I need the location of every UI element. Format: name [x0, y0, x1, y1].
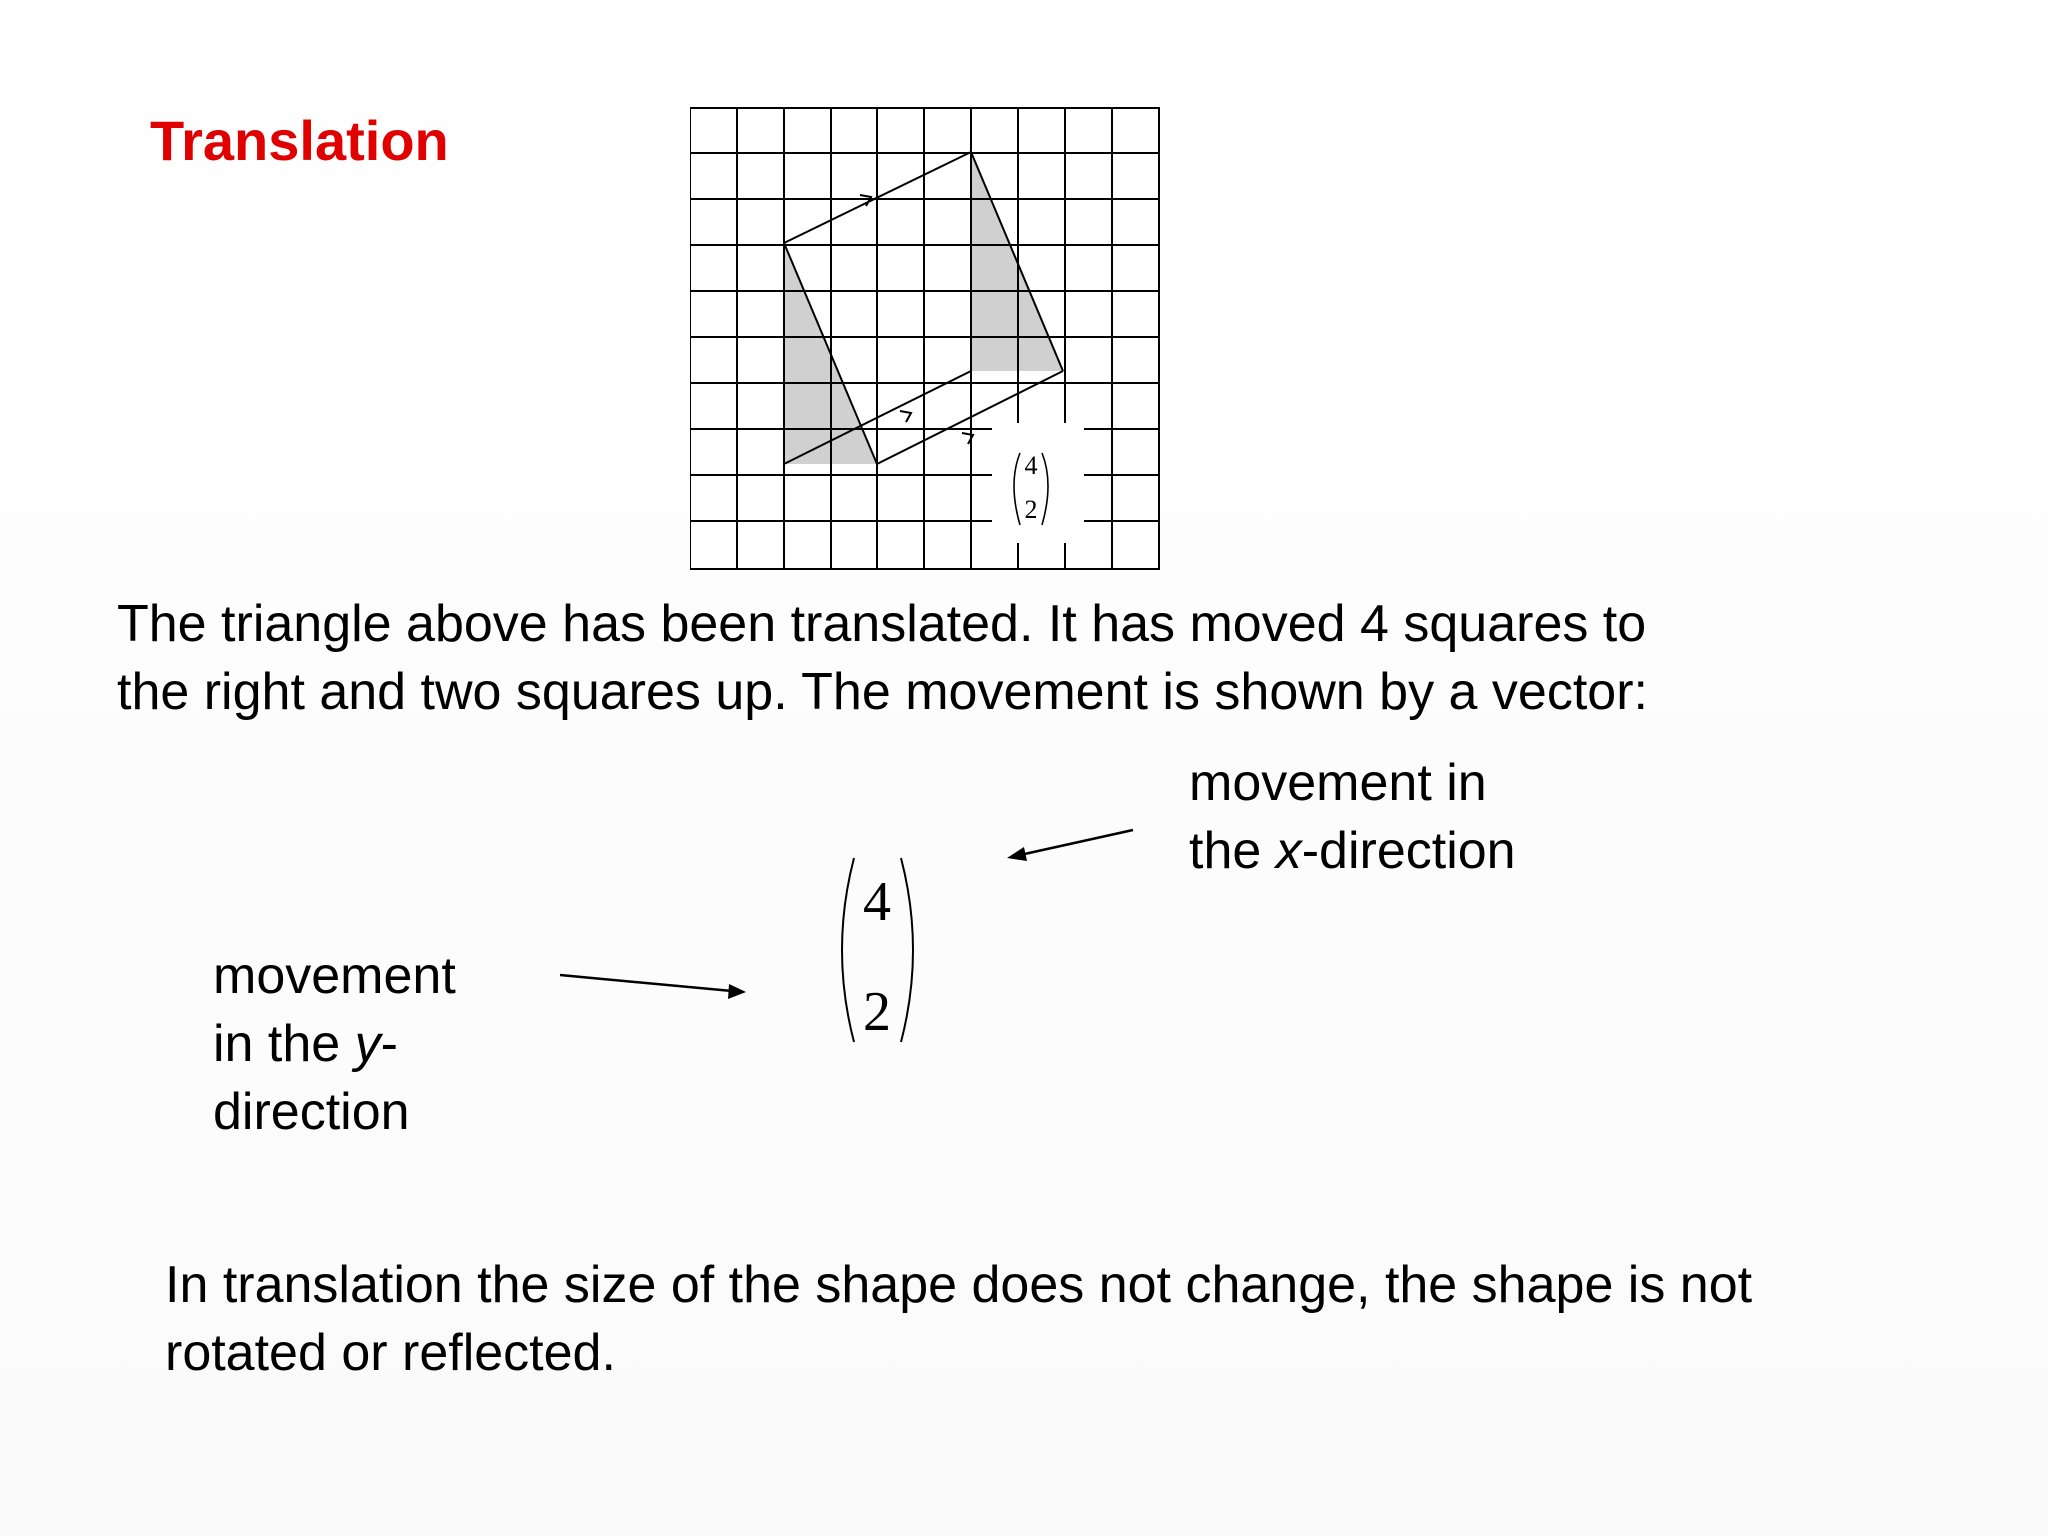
explanation-line-1: The triangle above has been translated. It has moved 4 squares to [117, 595, 1647, 653]
translation-grid-figure [690, 107, 1160, 570]
vector-bottom-value: 2 [863, 981, 891, 1043]
summary-paragraph [165, 1251, 1752, 1387]
explanation-paragraph [117, 590, 1648, 726]
summary-line-2: rotated or reflected. [165, 1324, 616, 1382]
small-vector-top: 4 [1024, 451, 1038, 480]
x-direction-label [1189, 749, 1516, 885]
x-variable: x [1275, 822, 1302, 880]
y-variable: y [354, 1015, 381, 1073]
column-vector [820, 850, 935, 1050]
summary-line-1: In translation the size of the shape does not change, the shape is not [165, 1256, 1753, 1314]
slide-title: Translation [150, 109, 449, 172]
x-label-line-2: the x-direction [1189, 822, 1516, 880]
x-label-line-1: movement in [1189, 754, 1487, 812]
explanation-line-2: the right and two squares up. The movement is shown by a vector: [117, 663, 1648, 721]
y-label-line-1: movement [213, 947, 456, 1005]
y-label-line-3: direction [213, 1083, 410, 1141]
y-direction-arrow [560, 975, 746, 999]
small-vector-bottom: 2 [1024, 495, 1038, 524]
small-vector-box [992, 423, 1084, 543]
x-direction-arrow [1007, 830, 1133, 861]
vector-top-value: 4 [863, 871, 891, 933]
y-direction-label [213, 942, 456, 1146]
y-label-line-2: in the y- [213, 1015, 398, 1073]
